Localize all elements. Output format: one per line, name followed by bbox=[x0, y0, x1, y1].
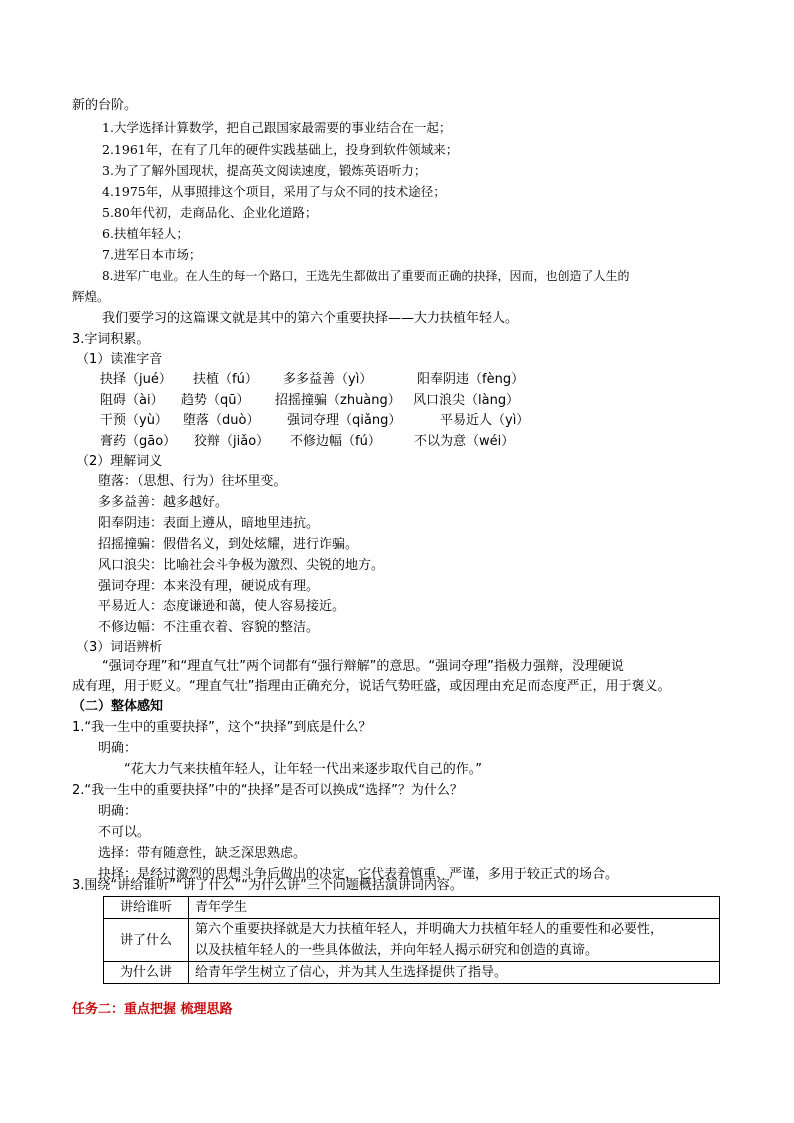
question-3: 3.围绕“讲给谁听”“讲了什么”“为什么讲”三个问题概括演讲词内容。 bbox=[72, 878, 463, 893]
choice-item: 5.80年代初，走商品化、企业化道路； bbox=[102, 205, 318, 220]
pronunciation-item: 风口浪尖（làng） bbox=[413, 393, 520, 408]
meaning-item: 平易近人：态度谦逊和蔼，使人容易接近。 bbox=[98, 599, 346, 614]
answer-text: 不可以。 bbox=[98, 825, 151, 840]
analysis-text-cont: 成有理，用于贬义。“理直气壮”指理由正确充分，说话气势旺盛，或因理由充足而态度严正，用于褒义。 bbox=[72, 679, 671, 694]
answer-text: 选择：带有随意性，缺乏深思熟虑。 bbox=[98, 846, 307, 861]
table-key: 讲了什么 bbox=[104, 919, 189, 962]
choice-item-8: 8.进军广电业。在人生的每一个路口，王选先生都做出了重要而正确的抉择，因而，也创造了人生的 bbox=[102, 269, 630, 283]
pronunciation-heading: （1）读准字音 bbox=[76, 352, 163, 367]
table-value bbox=[189, 919, 720, 962]
pronunciation-item: 多多益善（yì） bbox=[283, 372, 373, 387]
choice-item-8-cont: 辉煌。 bbox=[72, 289, 110, 304]
table-value bbox=[189, 962, 720, 984]
choice-item: 6.扶植年轻人； bbox=[102, 226, 189, 241]
table-row bbox=[104, 962, 720, 984]
choice-item: 2.1961年，在有了几年的硬件实践基础上，投身到软件领域来； bbox=[102, 142, 459, 157]
pronunciation-item: 强词夺理（qiǎng） bbox=[287, 413, 402, 428]
meaning-item: 阳奉阴违：表面上遵从，暗地里违抗。 bbox=[98, 516, 320, 531]
pronunciation-item: 平易近人（yì） bbox=[440, 413, 530, 428]
pronunciation-item: 趋势（qū） bbox=[181, 393, 250, 408]
question-2: 2.“我一生中的重要抉择”中的“抉择”是否可以换成“选择”？为什么？ bbox=[72, 783, 463, 798]
answer-text: “花大力气来扶植年轻人，让年轻一代出来逐步取代自己的作。” bbox=[124, 762, 482, 777]
question-1: 1.“我一生中的重要抉择”，这个“抉择”到底是什么？ bbox=[72, 720, 372, 735]
overall-heading: （二）整体感知 bbox=[72, 699, 164, 714]
table-value-line: 给青年学生树立了信心，并为其人生选择提供了指导。 bbox=[195, 965, 508, 980]
pronunciation-item: 不修边幅（fú） bbox=[290, 434, 381, 449]
table-value bbox=[189, 897, 720, 919]
answer-label: 明确： bbox=[98, 741, 138, 756]
continued-line: 新的台阶。 bbox=[72, 98, 138, 113]
choice-item: 1.大学选择计算数学，把自己跟国家最需要的事业结合在一起； bbox=[102, 120, 452, 135]
intro-summary: 我们要学习的这篇课文就是其中的第六个重要抉择——大力扶植年轻人。 bbox=[102, 311, 519, 326]
pronunciation-item: 扶植（fú） bbox=[193, 372, 258, 387]
answer-label: 明确： bbox=[98, 804, 138, 819]
meaning-item: 风口浪尖：比喻社会斗争极为激烈、尖锐的地方。 bbox=[98, 558, 385, 573]
table-key: 为什么讲 bbox=[104, 962, 189, 984]
pronunciation-item: 膏药（gāo） bbox=[100, 434, 177, 449]
table-value-line: 以及扶植年轻人的一些具体做法，并向年轻人揭示研究和创造的真谛。 bbox=[195, 943, 599, 958]
analysis-text: “强词夺理”和“理直气壮”两个词都有“强行辩解”的意思。“强词夺理”指极力强辩，没理硬说 bbox=[102, 659, 624, 674]
analysis-heading: （3）词语辨析 bbox=[76, 640, 163, 655]
table-row bbox=[104, 919, 720, 962]
pronunciation-item: 阳奉阴违（fèng） bbox=[417, 372, 525, 387]
table-key: 讲给谁听 bbox=[104, 897, 189, 919]
pronunciation-item: 抉择（jué） bbox=[100, 372, 172, 387]
table-value-line: 青年学生 bbox=[195, 900, 248, 915]
vocab-heading: 3.字词积累。 bbox=[72, 332, 150, 347]
pronunciation-item: 干预（yù） bbox=[100, 413, 168, 428]
pronunciation-item: 阻碍（ài） bbox=[100, 393, 164, 408]
meaning-item: 招摇撞骗：假借名义，到处炫耀，进行诈骗。 bbox=[98, 537, 359, 552]
meaning-item: 不修边幅：不注重衣着、容貌的整洁。 bbox=[98, 620, 320, 635]
table-row bbox=[104, 897, 720, 919]
table-value-line: 第六个重要抉择就是大力扶植年轻人，并明确大力扶植年轻人的重要性和必要性， bbox=[195, 922, 664, 937]
pronunciation-item: 不以为意（wéi） bbox=[414, 434, 515, 449]
choice-item: 3.为了了解外国现状，提高英文阅读速度，锻炼英语听力； bbox=[102, 163, 427, 178]
choice-item: 4.1975年，从事照排这个项目，采用了与众不同的技术途径； bbox=[102, 184, 446, 199]
meaning-heading: （2）理解词义 bbox=[76, 454, 163, 469]
task-heading: 任务二：重点把握 梳理思路 bbox=[72, 1002, 233, 1017]
summary-table bbox=[103, 896, 720, 984]
choice-item: 7.进军日本市场； bbox=[102, 247, 202, 262]
answer-text: 抉择：是经过激烈的思想斗争后做出的决定，它代表着慎重、严谨，多用于较正式的场合。 bbox=[98, 867, 619, 882]
meaning-item: 强词夺理：本来没有理，硬说成有理。 bbox=[98, 579, 320, 594]
meaning-item: 多多益善：越多越好。 bbox=[98, 495, 229, 510]
pronunciation-item: 狡辩（jiǎo） bbox=[194, 434, 270, 449]
meaning-item: 堕落：（思想、行为）往坏里变。 bbox=[98, 474, 287, 489]
pronunciation-item: 招摇撞骗（zhuàng） bbox=[275, 393, 401, 408]
pronunciation-item: 堕落（duò） bbox=[183, 413, 260, 428]
